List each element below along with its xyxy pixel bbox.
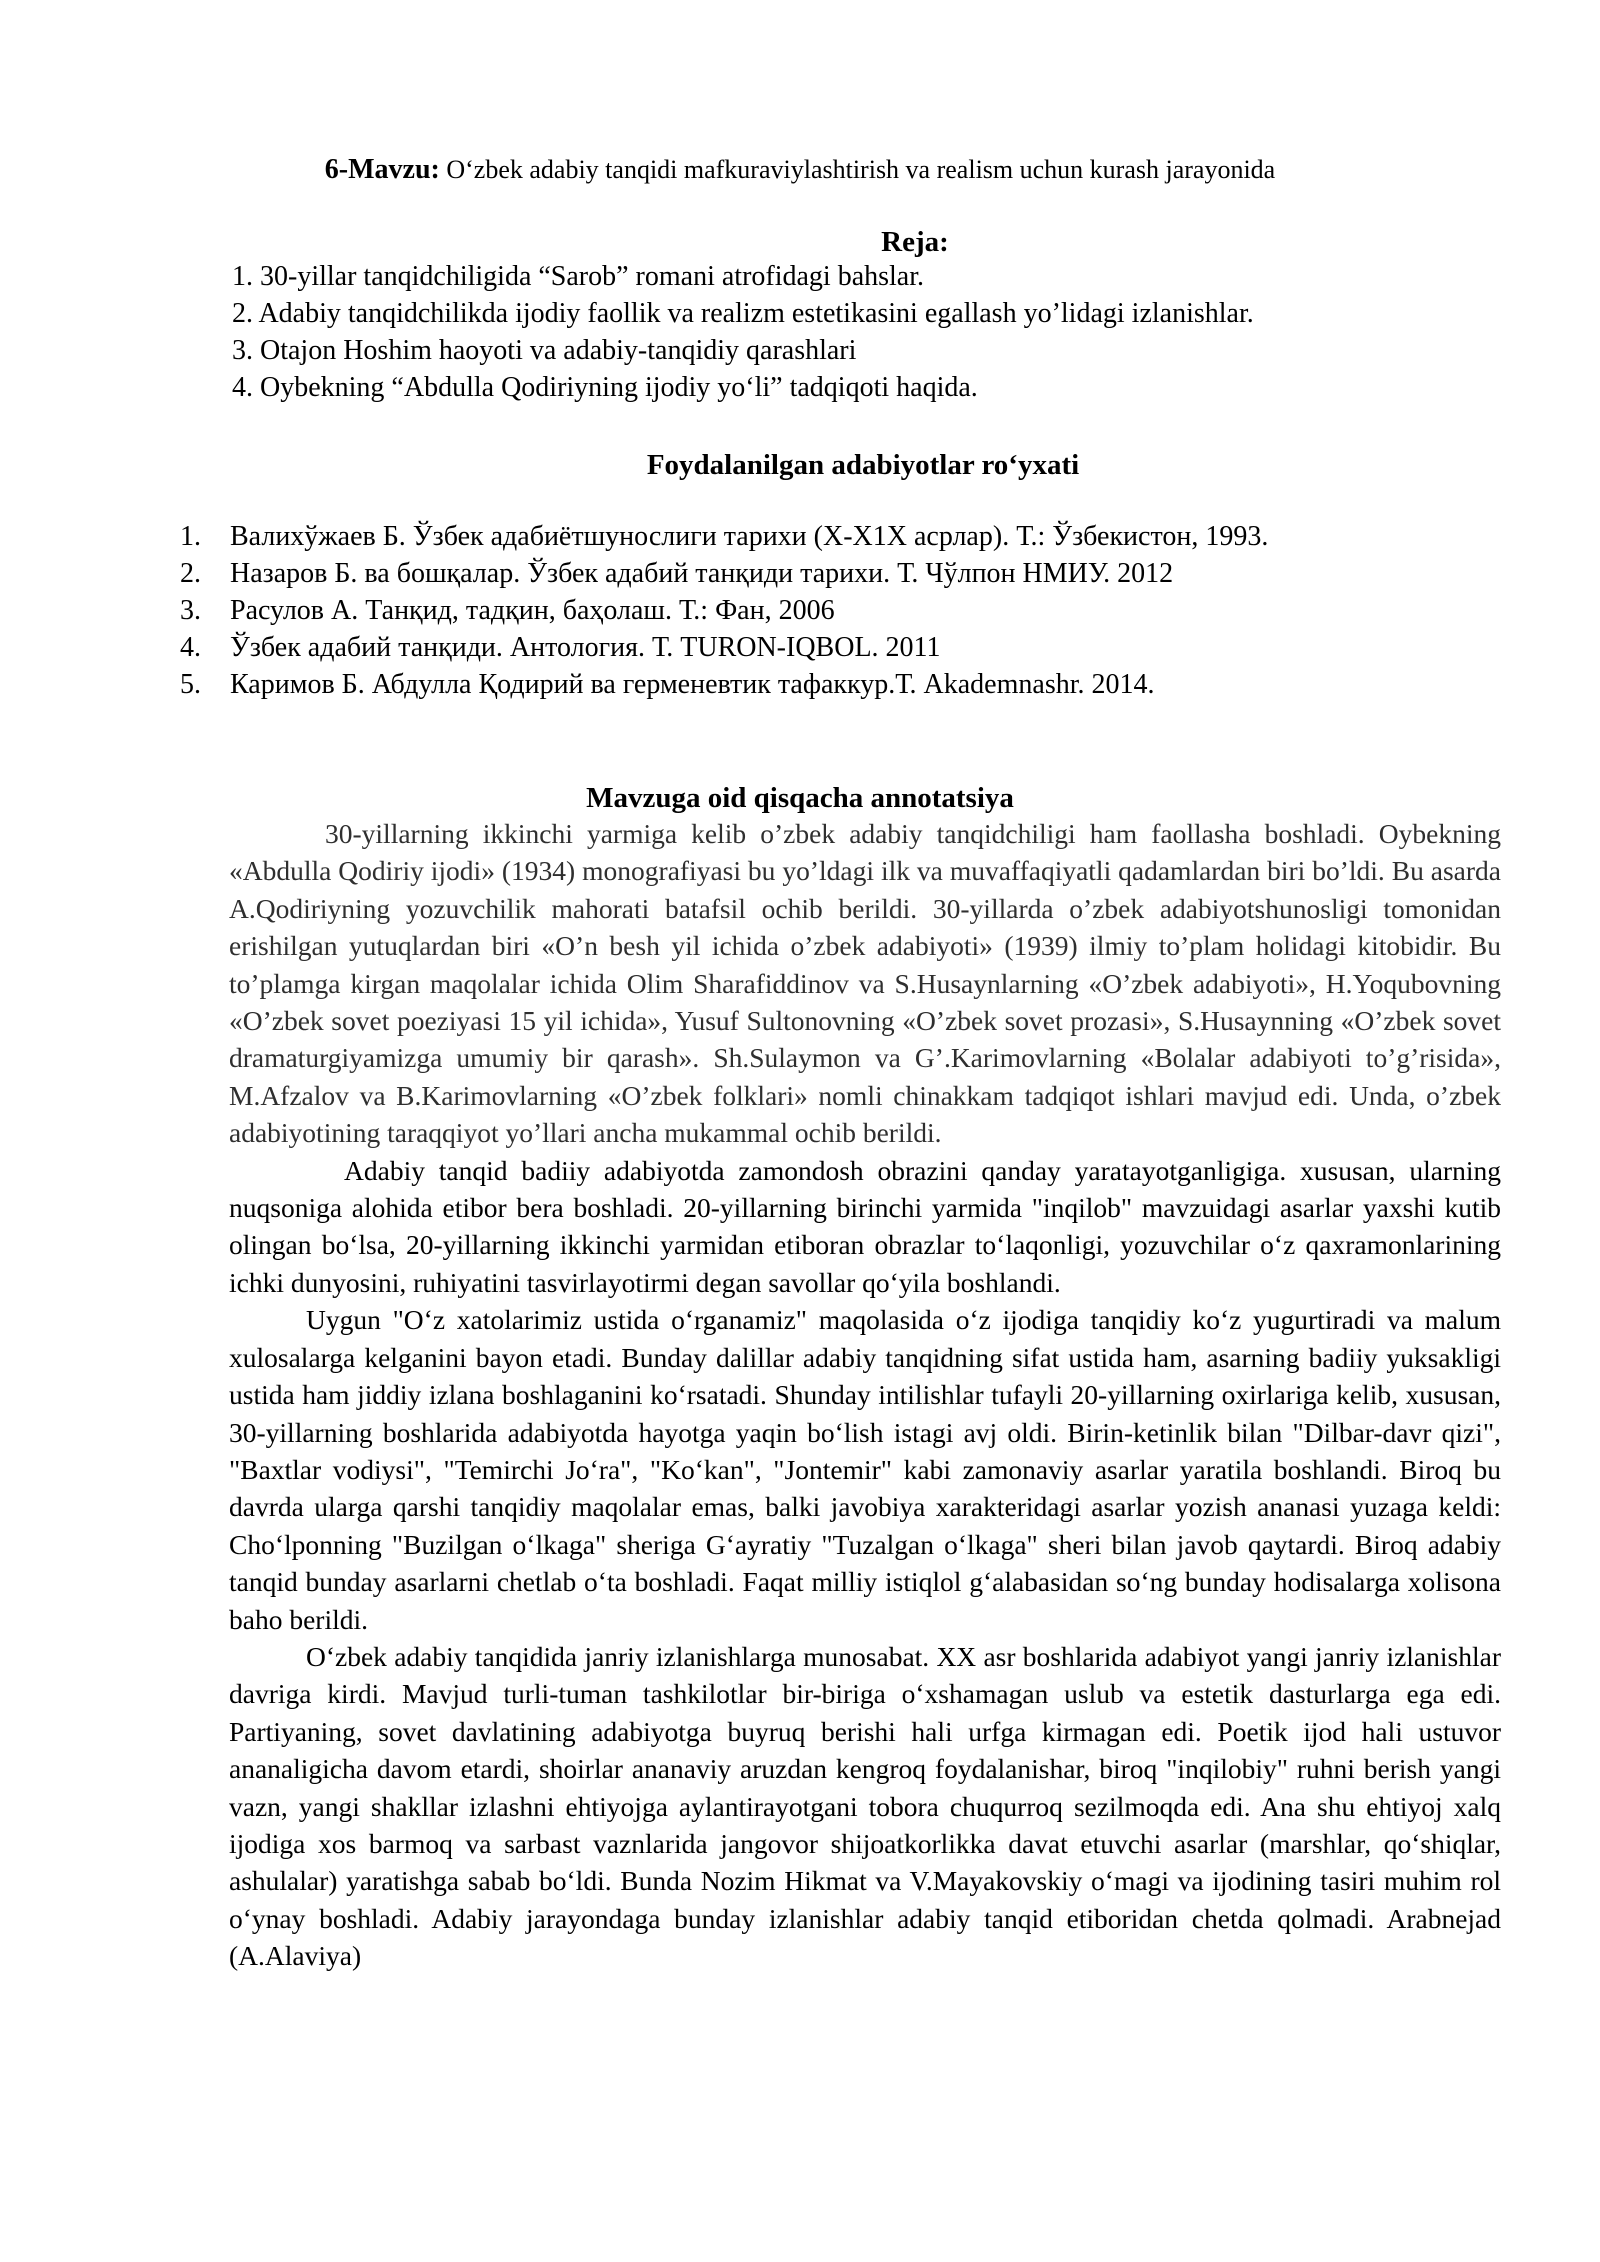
literature-item-text: Назаров Б. ва бошқалар. Ўзбек адабий танқиди тарихи. Т. Чўлпон НМИУ. 2012 xyxy=(230,558,1174,589)
literature-item xyxy=(180,629,1500,666)
literature-item-number: 4. xyxy=(180,632,201,663)
annotation-paragraph: Adabiy tanqid badiiy adabiyotda zamondosh obrazini qanday yaratayotganligiga. xususan, ularning nuqsoniga alohida etibor bera boshladi. 20-yillarning birinchi yarmida "inqilob" mavzuidagi asarlar yaxshi kutib olingan bo‘lsa, 20-yillarning ikkinchi yarmidan etiboran obrazlar to‘laqonligi, yozuvchilar o‘z qaxramonlarining ichki dunyosini, ruhiyatini tasvirlayotirmi degan savollar qo‘yila boshlandi. xyxy=(229,1154,1501,1298)
literature-item-number: 1. xyxy=(180,521,201,552)
literature-title: Foydalanilgan adabiyotlar ro‘yxati xyxy=(646,449,1080,481)
plan-item: 3. Otajon Hoshim haoyoti va adabiy-tanqidiy qarashlari xyxy=(232,335,857,366)
plan-item: 1. 30-yillar tanqidchiligida “Sarob” romani atrofidagi bahslar. xyxy=(232,261,925,292)
plan-title: Reja: xyxy=(881,226,949,258)
literature-item xyxy=(180,592,1500,629)
topic-title: O‘zbek adabiy tanqidi mafkuraviylashtirish va realism uchun kurash jarayonida xyxy=(439,155,1276,184)
literature-item-number: 2. xyxy=(180,558,201,589)
annotation-paragraph: Uygun "O‘z xatolarimiz ustida o‘rganamiz" maqolasida o‘z ijodiga tanqidiy ko‘z yugurtiradi va malum xulosalarga kelganini bayon etadi. Bunday dalillar adabiy tanqidning sifat ustida ham, asarning badiiy yuksakligi ustida ham jiddiy izlana boshlaganini ko‘rsatadi. Shunday intilishlar tufayli 20-yillarning oxirlariga kelib, xususan, 30-yillarning boshlarida adabiyotda hayotga yaqin bo‘lish istagi avj oldi. Birin-ketinlik bilan "Dilbar-davr qizi", "Baxtlar vodiysi", "Temirchi Jo‘ra", "Ko‘kan", "Jontemir" kabi zamonaviy asarlar yaratila boshlandi. Biroq bu davrda ularga qarshi tanqidiy maqolalar emas, balki javobiya xarakteridagi asarlar yozish ananasi yuzaga keldi: Cho‘lponning "Buzilgan o‘lkaga" sheriga G‘ayratiy "Tuzalgan o‘lkaga" sheri bilan javob qaytardi. Biroq adabiy tanqid bunday asarlarni chetlab o‘ta boshladi. Faqat milliy istiqlol g‘alabasidan so‘ng bunday hodisalarga xolisona baho berildi. xyxy=(229,1304,1501,1635)
literature-item-text: Каримов Б. Абдулла Қодирий ва герменевтик тафаккур.Т. Akademnashr. 2014. xyxy=(230,669,1155,700)
plan-item: 4. Oybekning “Abdulla Qodiriyning ijodiy yo‘li” tadqiqoti haqida. xyxy=(232,372,978,403)
literature-item xyxy=(180,666,1500,703)
annotation-paragraph: O‘zbek adabiy tanqidida janriy izlanishlarga munosabat. XX asr boshlarida adabiyot yangi janriy izlanishlar davriga kirdi. Mavjud turli-tuman tashkilotlar bir-biriga o‘xshamagan uslub va estetik dasturlarga ega edi. Partiyaning, sovet davlatining adabiyotga buyruq berishi hali urfga kirmagan edi. Poetik ijod hali ustuvor ananaligicha davom etardi, shoirlar ananaviy aruzdan kengroq foydalanishar, biroq "inqilobiy" ruhni berish yangi vazn, yangi shakllar izlashni ehtiyojga aylantirayotgani tobora chuqurroq sezilmoqda edi. Ana shu ehtiyoj xalq ijodiga xos barmoq va sarbast vaznlarida jangovor shijoatkorlikka davat etuvchi asarlar (marshlar, qo‘shiqlar, ashulalar) yaratishga sabab bo‘ldi. Bunda Nozim Hikmat va V.Mayakovskiy o‘magi va ijodining tasiri muhim rol o‘ynay boshladi. Adabiy jarayondaga bunday izlanishlar adabiy tanqid etiboridan chetda qolmadi. Arabnejad (A.Alaviya) xyxy=(229,1640,1501,1972)
topic-number: 6-Mavzu: xyxy=(324,154,440,185)
literature-item-text: Ўзбек адабий танқиди. Антология. Т. TURON-IQBOL. 2011 xyxy=(230,632,941,663)
literature-item-number: 3. xyxy=(180,595,201,626)
plan-item: 2. Adabiy tanqidchilikda ijodiy faollik va realizm estetikasini egallash yo’lidagi izlanishlar. xyxy=(232,298,1254,329)
literature-item xyxy=(180,555,1500,592)
literature-item-text: Валихўжаев Б. Ўзбек адабиётшунослиги тарихи (Х-Х1Х асрлар). Т.: Ўзбекистон, 1993. xyxy=(230,521,1269,552)
literature-item-text: Расулов А. Танқид, тадқин, баҳолаш. Т.: Фан, 2006 xyxy=(230,595,835,626)
annotation-title: Mavzuga oid qisqacha annotatsiya xyxy=(586,782,1014,814)
topic-heading xyxy=(0,152,1600,188)
literature-item xyxy=(180,518,1500,555)
annotation-body xyxy=(229,815,1501,1975)
literature-list xyxy=(180,518,1500,703)
plan-list xyxy=(232,258,1532,406)
literature-item-number: 5. xyxy=(180,669,201,700)
annotation-paragraph: 30-yillarning ikkinchi yarmiga kelib o’zbek adabiy tanqidchiligi ham faollasha boshladi. Oybekning «Abdulla Qodiriy ijodi» (1934) monografiyasi bu yo’ldagi ilk va muvaffaqiyatli qadamlardan biri bo’ldi. Bu asarda A.Qodiriyning yozuvchilik mahorati batafsil ochib berildi. 30-yillarda o’zbek adabiyotshunosligi tomonidan erishilgan yutuqlardan biri «O’n besh yil ichida o’zbek adabiyoti» (1939) ilmiy to’plam holidagi kitobidir. Bu to’plamga kirgan maqolalar ichida Olim Sharafiddinov va S.Husaynlarning «O’zbek adabiyoti», H.Yoqubovning «O’zbek sovet poeziyasi 15 yil ichida», Yusuf Sultonovning «O’zbek sovet prozasi», S.Husaynning «O’zbek sovet dramaturgiyamizga umumiy bir qarash». Sh.Sulaymon va G’.Karimovlarning «Bolalar adabiyoti to’g’risida», M.Afzalov va B.Karimovlarning «O’zbek folklari» nomli chinakkam tadqiqot ishlari mavjud edi. Unda, o’zbek adabiyotining taraqqiyot yo’llari ancha mukammal ochib berildi. xyxy=(229,818,1501,1149)
